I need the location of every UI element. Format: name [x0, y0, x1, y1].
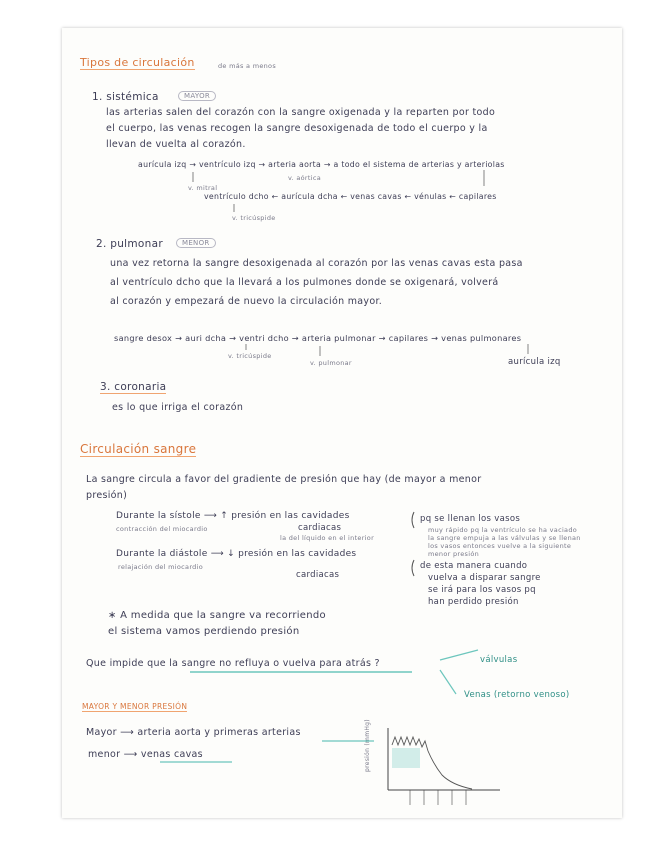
flow-line: ventrículo dcho ← aurícula dcha ← venas cavas ← vénulas ← capilares [204, 192, 497, 201]
flow-line: aurícula izq → ventrículo izq → arteria aorta → a todo el sistema de arterias y arteriolas [138, 160, 505, 169]
valve-label: v. tricúspide [228, 352, 272, 360]
valve-label: v. tricúspide [232, 214, 276, 222]
answer-valvulas: válvulas [480, 655, 518, 665]
paragraph-line: al ventrículo dcho que la llevará a los pulmones donde se oxigenará, volverá [110, 277, 499, 288]
note-line: pq se llenan los vasos [420, 514, 521, 524]
flow-end: aurícula izq [508, 357, 561, 367]
answer-venas: Venas (retorno venoso) [464, 690, 570, 700]
paragraph-line: llevan de vuelta al corazón. [106, 139, 246, 150]
valve-label: v. mitral [188, 184, 218, 192]
mayor-line: Mayor ⟶ arteria aorta y primeras arterias [86, 727, 301, 738]
diastole-line: Durante la diástole ⟶ ↓ presión en las cavidades [116, 549, 357, 559]
badge-menor: MENOR [176, 238, 216, 248]
valve-label: v. aórtica [288, 174, 322, 182]
paragraph-line: presión) [86, 490, 128, 501]
paragraph-line: al corazón y empezará de nuevo la circulación mayor. [110, 296, 383, 307]
valve-label: v. pulmonar [310, 359, 352, 367]
note-line: vuelva a disparar sangre [428, 573, 541, 583]
paragraph-line: es lo que irriga el corazón [112, 402, 244, 413]
diastole-sub: relajación del miocardio [118, 563, 203, 571]
note-line: han perdido presión [428, 597, 519, 607]
sistole-line: Durante la sístole ⟶ ↑ presión en las cavidades [116, 511, 350, 521]
badge-mayor: MAYOR [178, 91, 216, 101]
graph-ylabel: presión (mmHg) [364, 719, 371, 772]
sistole-r2: cardiacas [298, 523, 342, 533]
section-heading-circulacion: Circulación sangre [80, 442, 197, 456]
paragraph-line: el cuerpo, las venas recogen la sangre desoxigenada de todo el cuerpo y la [106, 123, 488, 134]
note-small: muy rápido pq la ventrículo se ha vaciado [428, 526, 578, 534]
title-note: de más a menos [218, 62, 277, 70]
bullet-line: ∗ A medida que la sangre va recorriendo [108, 610, 326, 621]
paragraph-line: las arterias salen del corazón con la sangre oxigenada y la reparten por todo [106, 107, 496, 118]
section-heading-mayor-menor: MAYOR Y MENOR PRESIÓN [82, 702, 188, 711]
question-line: Que impide que la sangre no refluya o vuelva para atrás ? [86, 658, 380, 669]
diastole-r2: cardiacas [296, 570, 340, 580]
pressure-sketch [388, 728, 500, 805]
flow-line: sangre desox → auri dcha → ventri dcho → arteria pulmonar → capilares → venas pulmonares [114, 333, 522, 343]
sistole-r3: la del líquido en el interior [280, 534, 375, 542]
note-small: la sangre empuja a las válvulas y se llenan [428, 534, 581, 542]
note-line: de esta manera cuando [420, 561, 528, 571]
section-heading-pulmonar: 2. pulmonar [96, 238, 163, 250]
menor-line: menor ⟶ venas cavas [88, 749, 203, 760]
section-heading-sistemica: 1. sistémica [92, 91, 159, 103]
sistole-sub: contracción del miocardio [116, 525, 208, 533]
section-heading-coronaria: 3. coronaria [100, 381, 167, 393]
paragraph-line: una vez retorna la sangre desoxigenada al corazón por las venas cavas esta pasa [110, 258, 523, 269]
note-line: se irá para los vasos pq [428, 585, 536, 595]
page-title: Tipos de circulación [80, 56, 195, 69]
note-small: los vasos entonces vuelve a la siguiente [428, 542, 572, 550]
bullet-line: el sistema vamos perdiendo presión [108, 626, 300, 637]
note-small: menor presión [428, 550, 480, 558]
paragraph-line: La sangre circula a favor del gradiente de presión que hay (de mayor a menor [86, 474, 482, 485]
